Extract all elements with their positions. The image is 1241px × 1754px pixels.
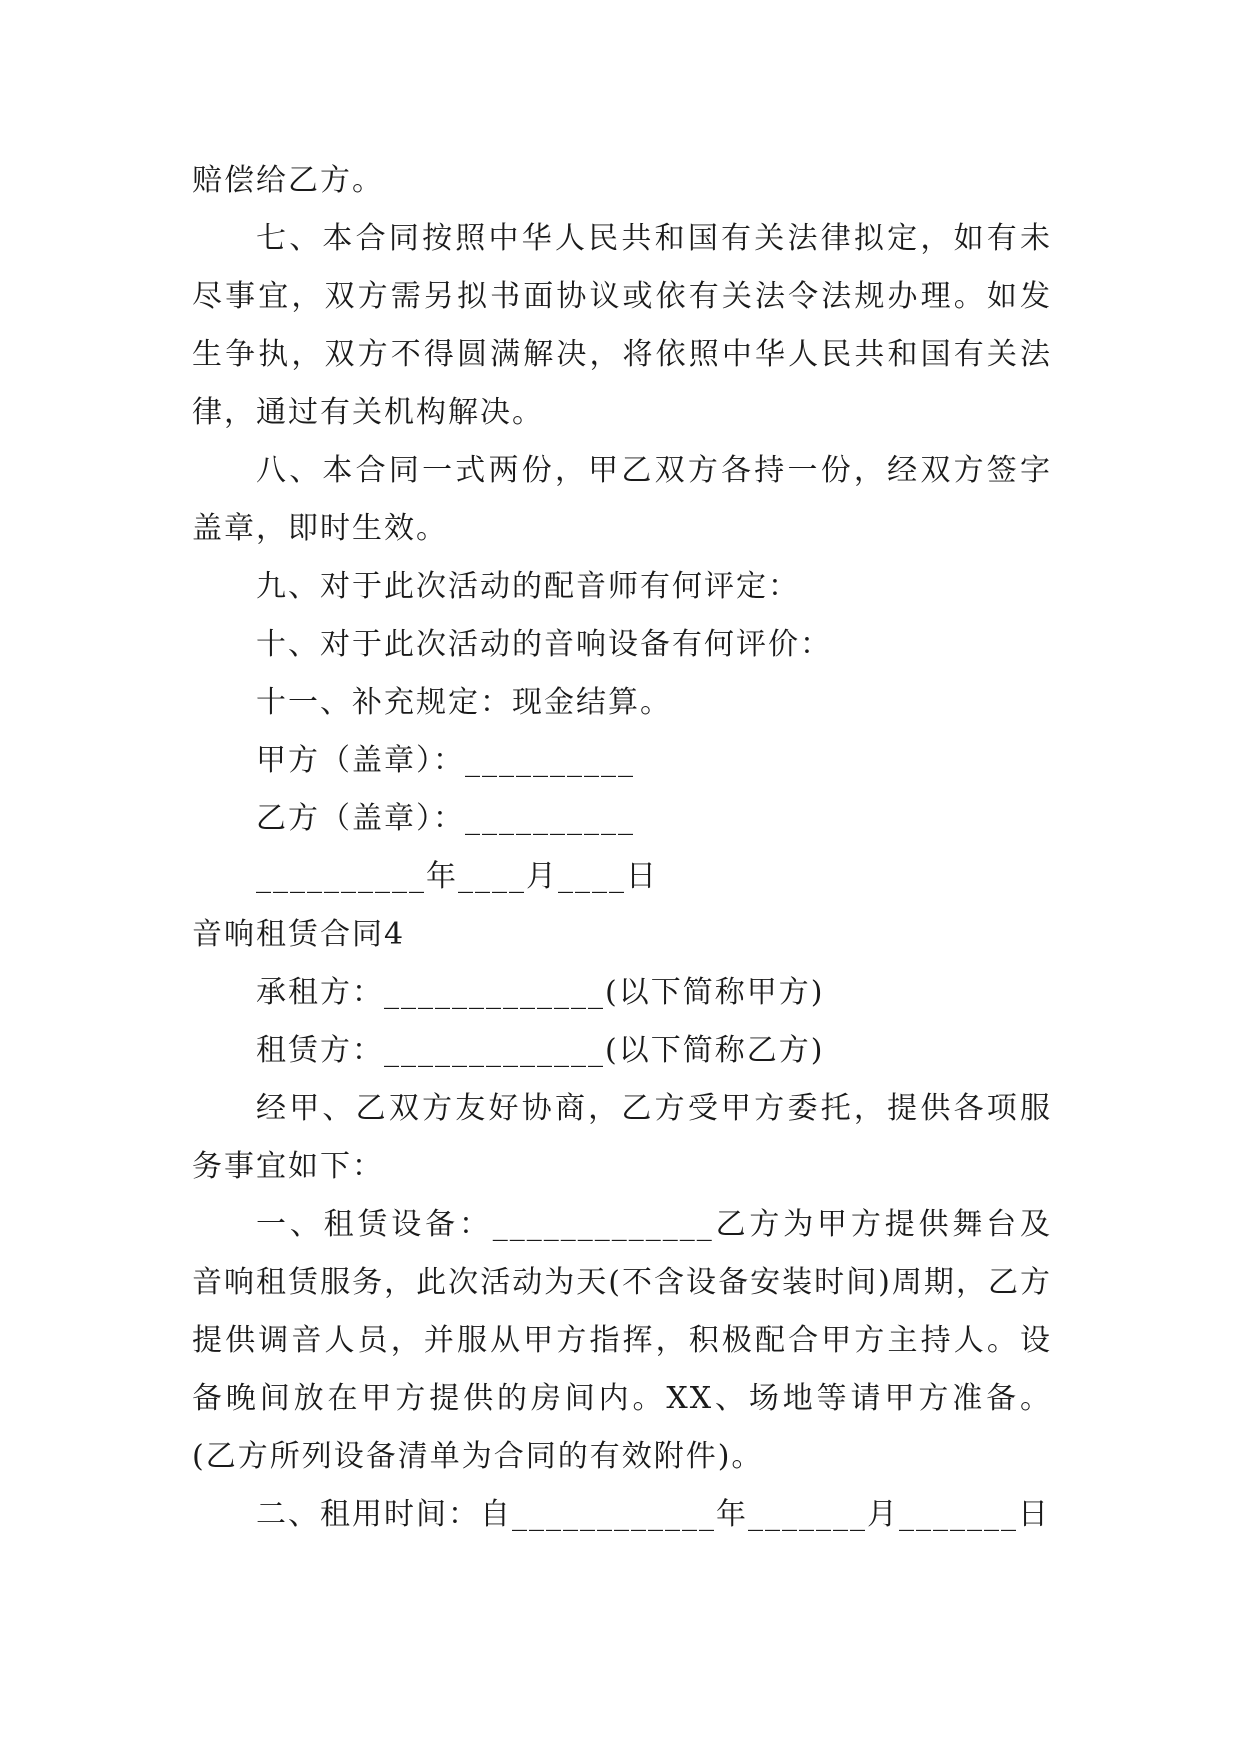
lessor-line: 租赁方：_____________(以下简称乙方) [256, 1033, 825, 1068]
date-line: __________年____月____日 [256, 859, 658, 894]
party-b-seal-line: 乙方（盖章）：__________ [256, 801, 635, 836]
clause-9-voice-actor-rating: 九、对于此次活动的配音师有何评定： [256, 569, 800, 604]
clause-11-supplementary: 十一、补充规定：现金结算。 [256, 685, 672, 720]
document-body [192, 152, 1052, 1544]
party-a-seal-line: 甲方（盖章）：__________ [256, 743, 635, 778]
clause-1-rental-equipment: 一、租赁设备：_____________乙方为甲方提供舞台及音响租赁服务，此次活动为天(不含设备安装时间)周期，乙方提供调音人员，并服从甲方指挥，积极配合甲方主持人。设备晚间放在甲方提供的房间内。XX、场地等请甲方准备。(乙方所列设备清单为合同的有效附件)。 [192, 1207, 1052, 1474]
paragraph-compensation-end: 赔偿给乙方。 [192, 163, 384, 198]
clause-2-rental-period: 二、租用时间：自____________年_______月_______日 [256, 1497, 1050, 1532]
preamble-paragraph: 经甲、乙双方友好协商，乙方受甲方委托，提供各项服务事宜如下： [192, 1091, 1052, 1184]
lessee-line: 承租方：_____________(以下简称甲方) [256, 975, 825, 1010]
section-title-contract-4: 音响租赁合同4 [192, 917, 406, 952]
clause-7-applicable-law: 七、本合同按照中华人民共和国有关法律拟定，如有未尽事宜，双方需另拟书面协议或依有关法令法规办理。如发生争执，双方不得圆满解决，将依照中华人民共和国有关法律，通过有关机构解决。 [192, 221, 1052, 430]
clause-8-copies: 八、本合同一式两份，甲乙双方各持一份，经双方签字盖章，即时生效。 [192, 453, 1052, 546]
clause-10-audio-equipment-rating: 十、对于此次活动的音响设备有何评价： [256, 627, 832, 662]
